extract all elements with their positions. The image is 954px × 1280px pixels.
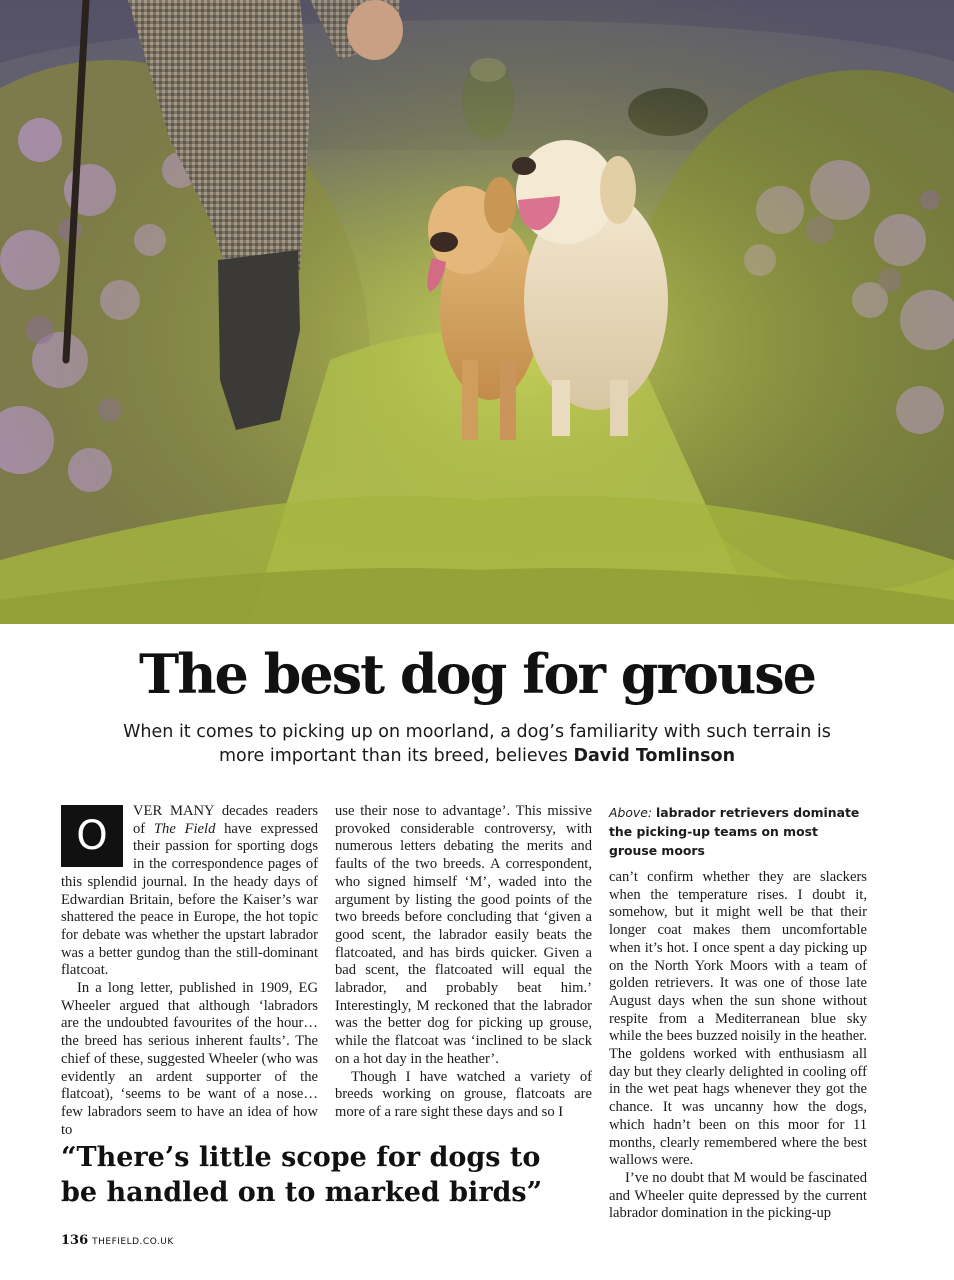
paragraph: use their nose to advantage’. This missive provoked considerable controversy, with numerous letters debating the merits and faults of the two breeds. A correspondent, who signed himself ‘M’, waded into the argument by listing the good points of the two breeds before concluding that ‘given a good scent, the labrador easily beats the flatcoated, and has birds quicker. Given a bad scent, the flatcoated will equal the labrador, and probably beat him.’ Interestingly, M reckoned that the labrador was the better dog for picking up grouse, while the flatcoat was ‘inclined to be slack on a hot day in the heather’. [335,803,592,1067]
paragraph-lead: VER MANY decades readers of [133,803,318,837]
paragraph: I’ve no doubt that M would be fascinated and Wheeler quite depressed by the current labrador domination in the picking-up [609,1169,867,1222]
paragraph: Though I have watched a variety of breeds working on grouse, flatcoats are more of a rare sight these days and so I [335,1068,592,1120]
page-title: The best dog for grouse [139,642,815,706]
caption-text: labrador retrievers dominate the picking-up teams on most grouse moors [609,805,860,858]
article-column-3 [609,803,867,1223]
paragraph-text: have expressed their passion for sporting dogs in the correspondence pages of this splendid journal. In the heady days of Edwardian Britain, before the Kaiser’s war shattered the peace in Europe, the hot topic for debate was whether the upstart labrador was a better gundog than the still-dominant flatcoat. [61,820,318,979]
photo-caption [609,803,867,860]
paragraph [61,803,318,980]
two-labradors-on-moorland-icon [0,0,954,624]
article-column-1 [61,803,318,1139]
standfirst [120,720,834,768]
author-name: David Tomlinson [573,746,736,766]
publication-title: The Field [153,820,216,837]
standfirst-text: When it comes to picking up on moorland, a dog’s familiarity with such terrain is more important than its breed, believes [123,722,831,766]
pull-quote: “There’s little scope for dogs to be handled on to marked birds” [61,1142,543,1208]
dropcap: O [61,805,123,867]
article-column-2 [335,803,592,1122]
caption-label: Above: [609,805,653,820]
hero-photo [0,0,954,624]
paragraph: In a long letter, published in 1909, EG Wheeler argued that although ‘labradors are the undoubted favourites of the hour… the breed has serious inherent faults’. The chief of these, suggested Wheeler (who was evidently an ardent supporter of the flatcoat), ‘seems to be want of a nose… few labradors seem to have an idea of how to [61,980,318,1138]
page-footer [61,1233,174,1248]
paragraph: can’t confirm whether they are slackers when the temperature rises. I doubt it, somehow, but it might well be that their longer coat makes them uncomfortable when it’s hot. I once spent a day picking up on the North York Moors with a team of golden retrievers. It was one of those late August days when the sun shone without respite from a Mediterranean blue sky while the bees buzzed noisily in the heather. The goldens worked with enthusiasm all day but they clearly delighted in cooling off in the wet peat hags whenever they got the chance. It was uncanny how the dogs, which hadn’t been on this moor for 11 months, clearly remembered where the best wallows were. [609,869,867,1169]
site-url: THEFIELD.CO.UK [92,1237,174,1247]
page-number: 136 [61,1233,89,1248]
